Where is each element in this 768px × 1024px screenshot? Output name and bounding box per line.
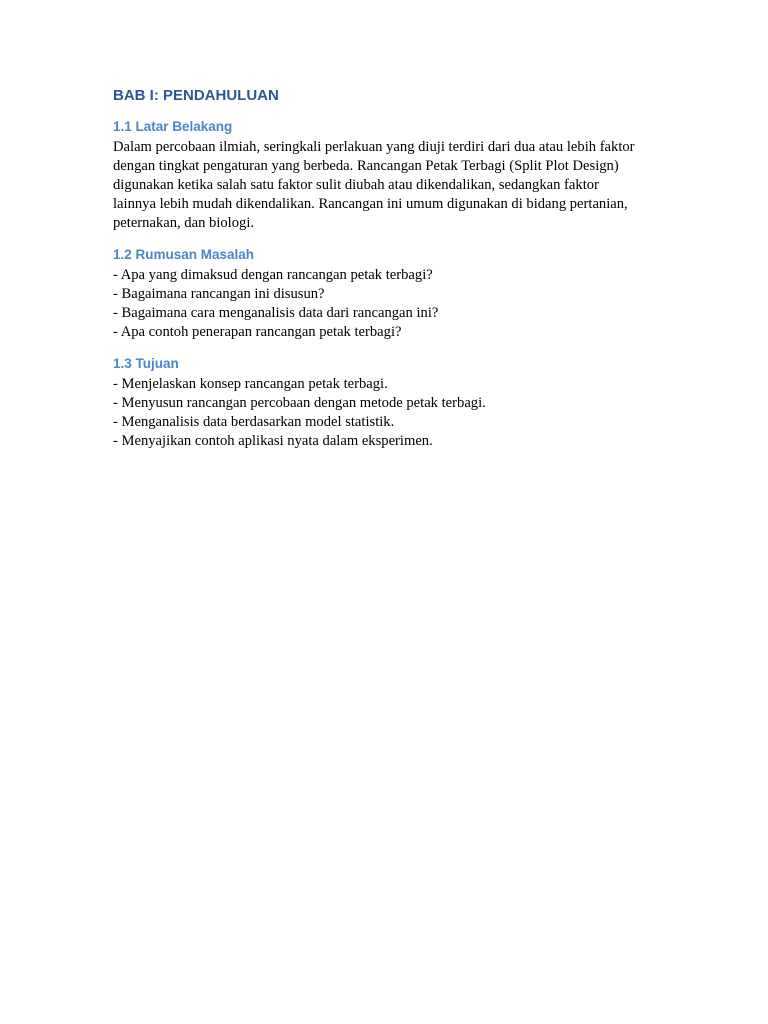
paragraph-line: peternakan, dan biologi. bbox=[113, 215, 255, 231]
background-paragraph bbox=[113, 138, 673, 233]
list-item: - Menjelaskan konsep rancangan petak terbagi. bbox=[113, 376, 388, 392]
list-item: - Menganalisis data berdasarkan model statistik. bbox=[113, 414, 395, 430]
list-item: - Menyajikan contoh aplikasi nyata dalam eksperimen. bbox=[113, 433, 433, 449]
section-latar-belakang bbox=[113, 118, 673, 233]
section-tujuan bbox=[113, 355, 673, 451]
paragraph-line: digunakan ketika salah satu faktor sulit diubah atau dikendalikan, sedangkan faktor bbox=[113, 177, 599, 193]
paragraph-line: Dalam percobaan ilmiah, seringkali perlakuan yang diuji terdiri dari dua atau lebih faktor bbox=[113, 139, 635, 155]
section-heading: 1.1 Latar Belakang bbox=[113, 119, 233, 134]
paragraph-line: lainnya lebih mudah dikendalikan. Rancangan ini umum digunakan di bidang pertanian, bbox=[113, 196, 628, 212]
document-page bbox=[113, 86, 673, 464]
paragraph-line: dengan tingkat pengaturan yang berbeda. Rancangan Petak Terbagi (Split Plot Design) bbox=[113, 158, 619, 174]
list-item: - Apa contoh penerapan rancangan petak terbagi? bbox=[113, 324, 402, 340]
list-item: - Bagaimana rancangan ini disusun? bbox=[113, 286, 325, 302]
list-item: - Menyusun rancangan percobaan dengan metode petak terbagi. bbox=[113, 395, 486, 411]
section-rumusan-masalah bbox=[113, 246, 673, 342]
list-item: - Bagaimana cara menganalisis data dari rancangan ini? bbox=[113, 305, 439, 321]
problem-list bbox=[113, 266, 673, 342]
chapter-title: BAB I: PENDAHULUAN bbox=[113, 87, 279, 104]
section-heading: 1.2 Rumusan Masalah bbox=[113, 247, 255, 262]
objective-list bbox=[113, 375, 673, 451]
list-item: - Apa yang dimaksud dengan rancangan petak terbagi? bbox=[113, 267, 433, 283]
section-heading: 1.3 Tujuan bbox=[113, 356, 179, 371]
